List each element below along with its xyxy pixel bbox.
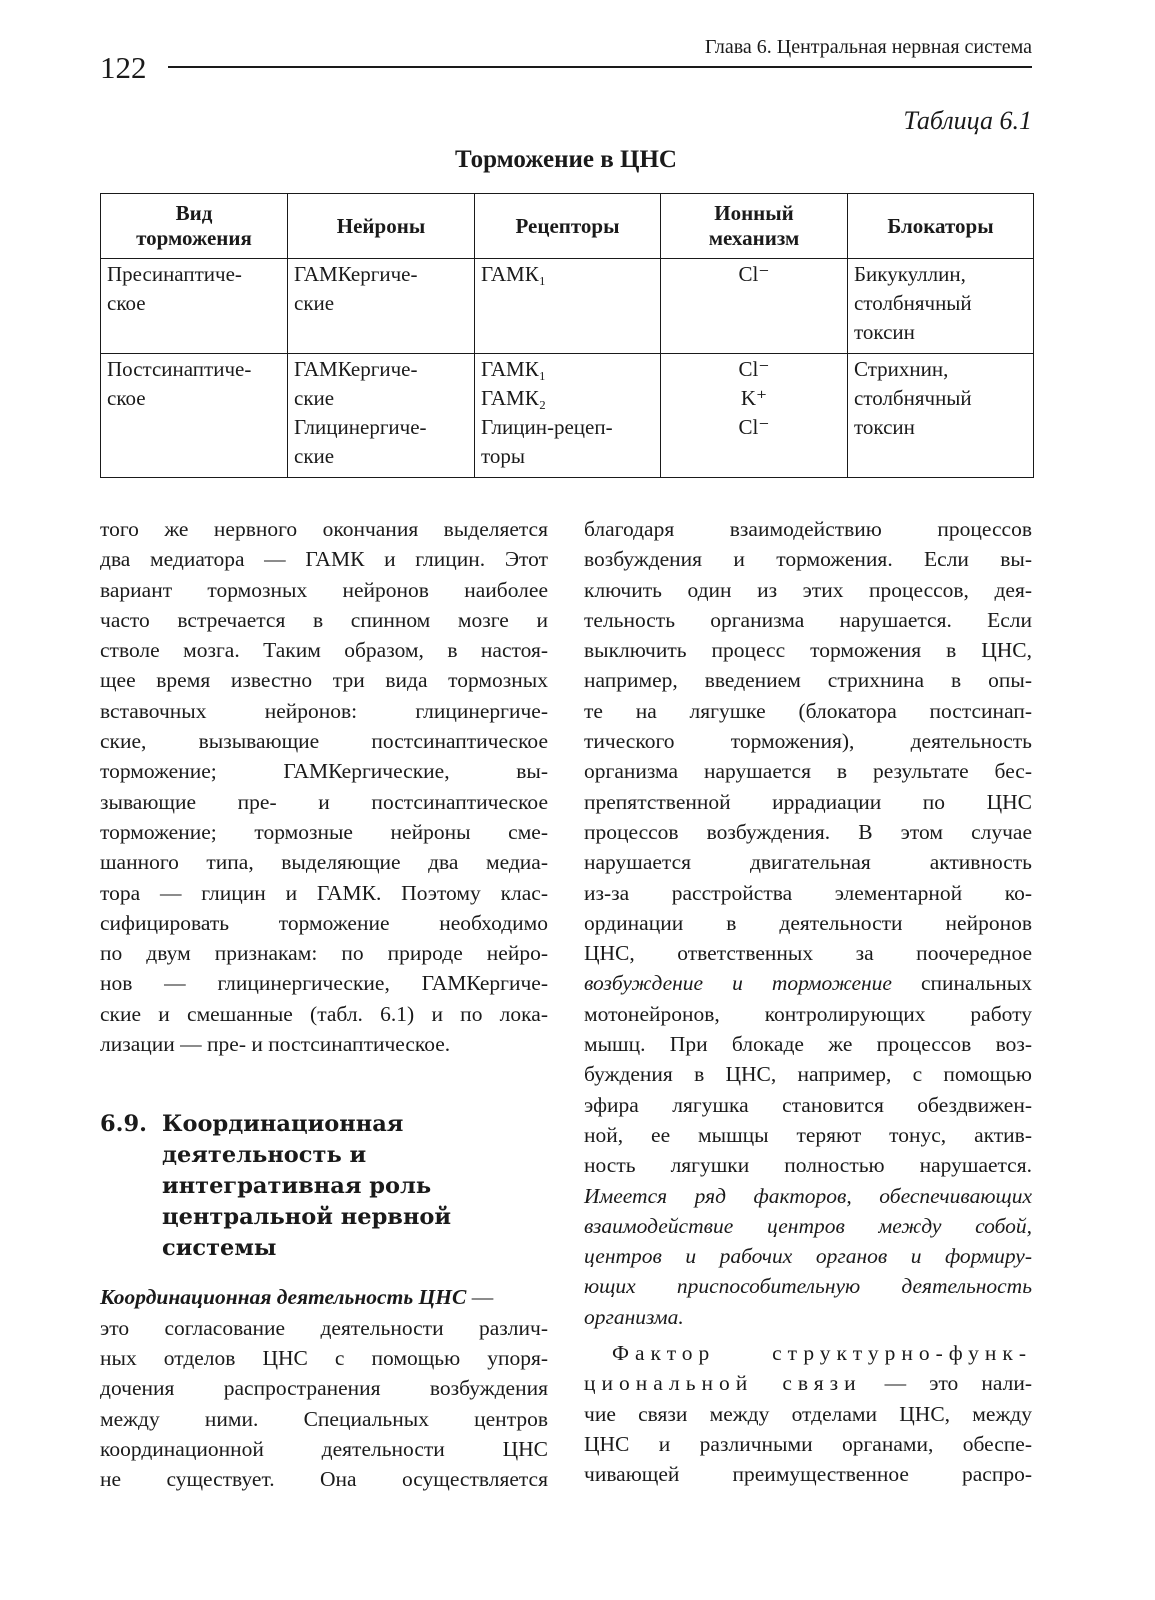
col-header-neurons: Нейроны xyxy=(288,194,475,259)
inhibition-table xyxy=(100,193,1034,478)
right-paragraph-1: благодаря взаимодействию процессов возбуждения и торможения. Если вы- ключить один из этих процессов, дея- тельность организма нарушается. Если выключить процесс торможения в ЦНС, например, введением стрихнина в опы- те на лягушке (блокатора постсинап- тического торможения), деятельность организма нарушается в результате бес- препятственной иррадиации по ЦНС процессов возбуждения. В этом случае нарушается двигательная активность из-за расстройства элементарной ко- ординации в деятельности нейронов ЦНС, ответственных за поочередное возбуждение и торможение спинальных мотонейронов, контролирующих работу мышц. При блокаде же процессов воз- буждения в ЦНС, например, с помощью эфира лягушка становится обездвижен- ной, ее мышцы теряют тонус, актив- ность лягушки полностью нарушается. Имеется ряд факторов, обеспечивающих взаимодействие центров между собой, центров и рабочих органов и формиру- ющих приспособительную деятельность организма. xyxy=(584,514,1032,1332)
right-column xyxy=(584,514,1032,1490)
cell-type: Пресинаптиче- ское xyxy=(101,259,288,354)
table-row xyxy=(101,259,1034,354)
definition-term: Координационная деятельность ЦНС xyxy=(100,1285,467,1310)
table-title: Торможение в ЦНС xyxy=(455,146,677,173)
italic-block-line: ющих приспособительную деятельность xyxy=(584,1274,1032,1299)
cell-blockers: Стрихнин, столбнячный токсин xyxy=(848,354,1034,478)
section-title-line: Координационная xyxy=(162,1111,404,1138)
left-column xyxy=(100,514,548,1494)
col-header-receptors: Рецепторы xyxy=(475,194,661,259)
col-header-type: Вид торможения xyxy=(101,194,288,259)
italic-block-line: взаимодействие центров между собой, xyxy=(584,1213,1032,1238)
section-title-line: центральной нервной xyxy=(162,1204,452,1231)
section-title-line: интегративная роль xyxy=(162,1173,432,1200)
cell-neurons: ГАМКергиче- ские Глицинергиче- ские xyxy=(288,354,475,478)
italic-block-line: организма. xyxy=(584,1304,684,1329)
cell-type: Постсинаптиче- ское xyxy=(101,354,288,478)
italic-block-line: центров и рабочих органов и формиру- xyxy=(584,1244,1032,1269)
col-header-blockers: Блокаторы xyxy=(848,194,1034,259)
left-paragraph-1: того же нервного окончания выделяется два медиатора — ГАМК и глицин. Этот вариант тормозных нейронов наиболее часто встречается в спинном мозге и стволе мозга. Таким образом, в настоя- щее время известно три вида тормозных вставочных нейронов: глицинергиче- ские, вызывающие постсинаптическое торможение; ГАМКергические, вы- зывающие пре- и постсинаптическое торможение; тормозные нейроны сме- шанного типа, выделяющие два медиа- тора — глицин и ГАМК. Поэтому клас- сифицировать торможение необходимо по двум признакам: по природе нейро- нов — глицинергические, ГАМКергиче- ские и смешанные (табл. 6.1) и по лока- лизации — пре- и постсинаптическое. xyxy=(100,517,548,1057)
cell-blockers: Бикукуллин, столбнячный токсин xyxy=(848,259,1034,354)
table-row xyxy=(101,354,1034,478)
cell-receptors: ГАМК₁ ГАМК₂ Глицин-рецеп- торы xyxy=(475,354,661,478)
right-paragraph-2: Фактор структурно-функ- циональной связи — это нали- чие связи между отделами ЦНС, между ЦНС и различными органами, обеспе- чивающей преимущественное распро- xyxy=(584,1338,1032,1489)
italic-block-line: Имеется ряд факторов, обеспечивающих xyxy=(584,1183,1032,1208)
spaced-term: Фактор структурно-функ- xyxy=(612,1341,1032,1366)
cell-ions: Cl⁻ xyxy=(661,259,848,354)
section-title-line: деятельность и xyxy=(162,1142,367,1169)
cell-ions: Cl⁻ K⁺ Cl⁻ xyxy=(661,354,848,478)
section-title-line: системы xyxy=(162,1235,277,1262)
running-title: Глава 6. Центральная нервная система xyxy=(704,36,1032,58)
page-number: 122 xyxy=(100,50,147,85)
table-header-row xyxy=(101,194,1034,259)
col-header-ion-mechanism: Ионный механизм xyxy=(661,194,848,259)
cell-receptors: ГАМК₁ xyxy=(475,259,661,354)
table-label: Таблица 6.1 xyxy=(903,106,1032,135)
spaced-term: циональной связи xyxy=(584,1371,862,1396)
italic-phrase: возбуждение и торможение xyxy=(584,971,892,996)
left-paragraph-2: Координационная деятельность ЦНС — это согласование деятельности различ- ных отделов ЦНС с помощью упоря- дочения распространения возбуждения между ними. Специальных центров координационной деятельности ЦНС не существует. Она осуществляется xyxy=(100,1285,548,1492)
section-heading xyxy=(100,1109,548,1264)
cell-neurons: ГАМКергиче- ские xyxy=(288,259,475,354)
header-rule xyxy=(168,66,1032,68)
section-number: 6.9. xyxy=(100,1111,147,1138)
